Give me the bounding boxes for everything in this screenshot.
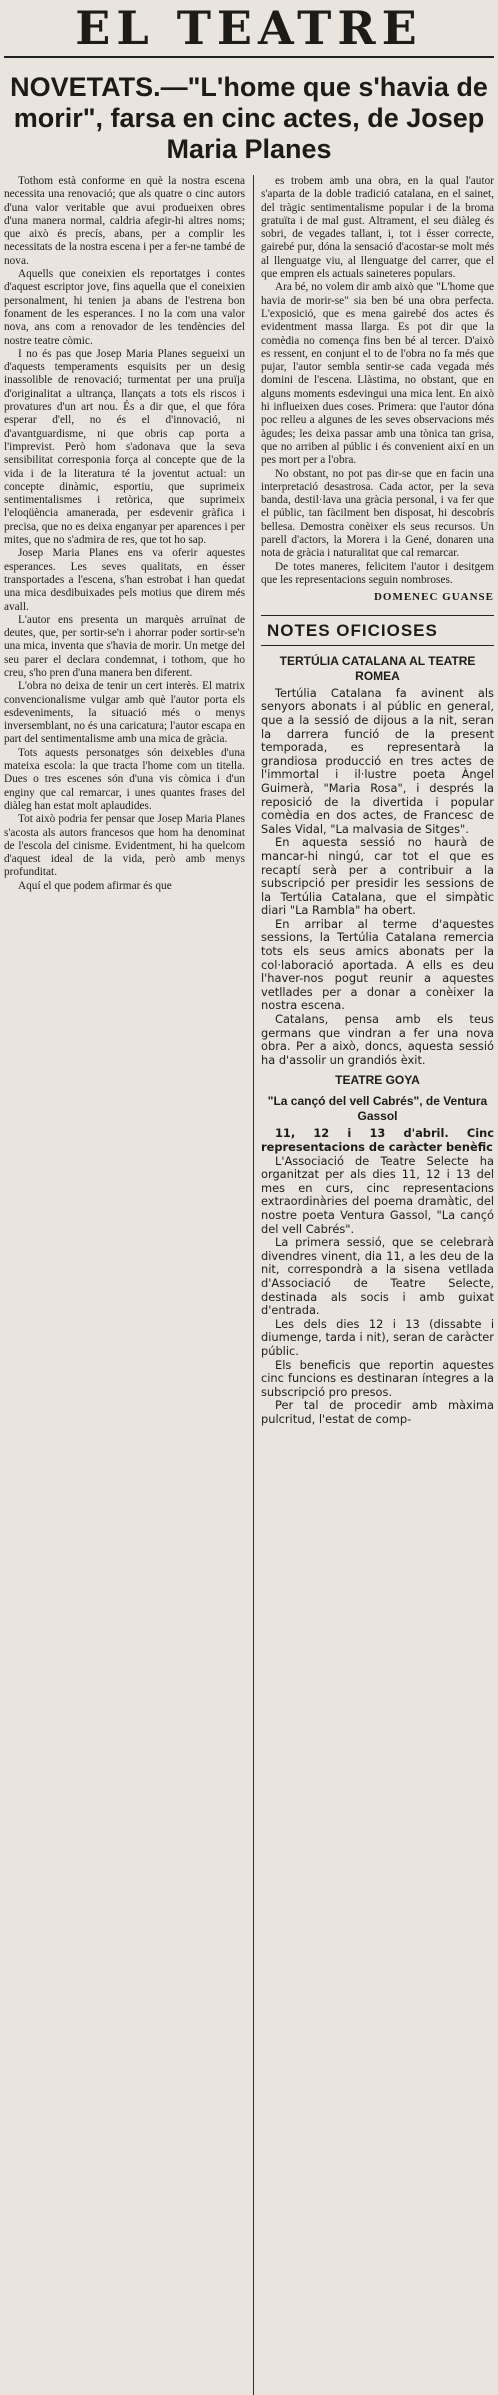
paragraph: Tothom està conforme en què la nostra escena necessita una renovació; que als quatre o cinc autors d'una valor veritable que avui produeixen obres d'una manera normal, caldria afegir-hi altres noms; que això és precís, abans, per a complir les necessitats de la nostra escena i per a fer-ne també de nova. [4, 175, 245, 267]
paragraph: Aquí el que podem afirmar és que [18, 879, 172, 892]
section-title: NOTES OFICIOSES [267, 620, 438, 640]
paragraph: Josep Maria Planes ens va oferir aquestes esperances. Les seves qualitats, en ésser transportades a l'escena, s'han estrobat i han quedat una mica desdibuixades pels motius que direm més avall. [4, 547, 245, 613]
paragraph: Ara bé, no volem dir amb això que "L'home que havia de morir-se" sia ben bé una obra perfecta. L'exposició, que es mena gairebé dos actes és evidentment massa llarga. Es pot dir que la comèdia no comença fins ben bé al tercer. D'això es ressent, en conjunt el to de l'obra no fa més que pujar, l'autor sembla sentir-se cada vegada més domini de l'escena. Llàstima, no obstant, que en alguns moments esdevingui una mica lent. En això hi influeixen dues coses. Primera: que l'autor dóna poc relleu a algunes de les seves observacions més àgudes; les deixa passar amb una tònica tan grisa, que no arriben al públic i és convenient així en un pes mort per a l'obra. [261, 281, 494, 467]
paragraph: De totes maneres, felicitem l'autor i desitgem que les representacions seguin nombroses. [261, 560, 494, 586]
paragraph: Catalans, pensa amb els teus germans que vindran a fer una nova obra. Per a això, doncs, aquesta sessió ha d'assolir un grandiós èxit. [261, 1012, 494, 1067]
paragraph: L'autor ens presenta un marquès arruïnat de deutes, que, per sortir-se'n i ahorrar poder sortir-se'n una mica, inventa que s'havia de morir. Un metge del seu parer el declara condemnat, i tothom, que ho creu, s'ho pren d'una manera ben diferent. [4, 613, 245, 679]
paragraph: Tot això podria fer pensar que Josep Maria Planes s'acosta als autors francesos que hom ha denominat de l'escola del cinisme. Evidentment, hi ha quelcom d'aquest ideal de la vida, però amb menys profunditat. [4, 813, 245, 879]
paragraph: Les dels dies 12 i 13 (dissabte i diumenge, tarda i nit), seran de caràcter públic. [261, 1316, 494, 1358]
divider [261, 645, 494, 646]
article-signature: DOMENEC GUANSE [373, 591, 494, 604]
masthead: EL TEATRE [4, 0, 494, 58]
paragraph: Per tal de procedir amb màxima pulcritud, l'estat de comp- [261, 1398, 494, 1426]
paragraph: Aquells que coneixien els reportatges i contes d'aquest escriptor jove, fins aquella que el coneixien personalment, hi tenien ja abans de l'estrena bon fonament de les esperances. I no la com una valor nova, ans com a renovador de les tendències del nostre teatre còmic. [4, 268, 245, 347]
paragraph: La primera sessió, que se celebrarà divendres vinent, dia 11, a les deu de la nit, correspondrà a la sisena vetllada d'Associació de Teatre Selecte, destinada als socis i amb guixat d'entrada. [261, 1235, 494, 1318]
paragraph: No obstant, no pot pas dir-se que en facin una interpretació desastrosa. Cada actor, per la seva banda, destil·lava una gràcia personal, i va fer que el públic, tan fàcilment ben disposat, hi descobrís bellesa. Demostra conèixer els seus recursos. Un parell d'actors, la Morera i la Gené, donaren una nota de gràcia i naturalitat que cal remarcar. [261, 467, 494, 560]
paragraph: En arribar al terme d'aquestes sessions, la Tertúlia Catalana remercia tots els seus amics abonats per la col·laboració aportada. A ells es deu l'haver-nos pogut reunir a aquestes vetllades per a donar a conèixer la nostra escena. [261, 916, 494, 1013]
paragraph: I no és pas que Josep Maria Planes segueixi un d'aquests temperaments esquisits per un desig inassolible de renovació; turmentat per una pruïja d'originalitat a ultrança, llançats a tots els riscos i provatures d'un art nou. És a dir que, el que fóra esperar d'ell, no és el d'innovació, ni d'avantguardisme, ni que obris cap porta a l'imprevist. Però hom s'adonava que la seva sensibilitat corresponia força al concepte que de la vida i de la literatura té la joventut actual: un concepte dinàmic, esportiu, que suprimeix sentimentalismes i retòrica, que suprimeix l'eloqüència amanerada, per esdevenir gràfica i precisa, que no es deixa enganyar per aparences i per mites, que no s'admira de res, que tot ho sap. [4, 347, 245, 547]
paragraph: es trobem amb una obra, en la qual l'autor s'aparta de la doble tradició catalana, en el sainet, del tràgic sentimentalisme popular i de la broma gratuïta i de mal gust. Altrament, el seu diàleg és sobri, de vegades tallant, i, tot i ésser correcte, gairebé pur, dóna la sensació d'acostar-se molt més al llenguatge viu, al llenguatge del carrer, que el que empren els actuals saineteres populars. [261, 175, 494, 281]
notice-title: TEATRE GOYA [335, 1073, 420, 1088]
notice-title: TERTÚLIA CATALANA AL TEATRE ROMEA [279, 653, 476, 683]
notice-tertulia-catalana [261, 654, 494, 1068]
paragraph: L'obra no deixa de tenir un cert interès. El matrix convencionalisme vulgar amb què l'autor porta els esdeveniments, la situació més o menys inversemblant, no és una caricatura; l'autor escapa en part del sentimentalisme amb una mica de gràcia. [4, 680, 245, 746]
left-column [4, 175, 245, 2395]
paragraph: Els beneficis que reportin aquestes cinc funcions es destinaran íntegres a la subscripció pro presos. [261, 1357, 494, 1399]
paragraph: En aquesta sessió no haurà de mancar-hi ningú, car tot el que es recaptí serà per a contribuir a la subscripció per presidir les sessions de la Tertúlia Catalana, que el simpàtic diari "La Rambla" ha obert. [261, 835, 494, 918]
notice-dates: 11, 12 i 13 d'abril. Cinc representacions de caràcter benèfic [261, 1126, 494, 1155]
headline: NOVETATS.—"L'home que s'havia de morir", farsa en cinc actes, de Josep Maria Planes [10, 72, 488, 164]
columns [4, 175, 494, 2395]
divider [261, 615, 494, 616]
paragraph: Tots aquests personatges són deixebles d'una mateixa escola: la que tracta l'home com un titella. Dues o tres escenes són d'una vis còmica i d'un enginy que cal remarcar, i unes quantes frases del diàleg han estat molt aplaudides. [4, 746, 245, 812]
paragraph: L'Associació de Teatre Selecte ha organitzat per als dies 11, 12 i 13 del mes en curs, cinc representacions extraordinàries del poema dramàtic, del nostre poeta Ventura Gassol, "La cançó del vell Cabrés". [261, 1153, 494, 1236]
right-column [253, 175, 494, 2395]
paragraph: Tertúlia Catalana fa avinent als senyors abonats i al públic en general, que a la sessió de dijous a la nit, seran la darrera funció de la present temporada, es representarà la grandiosa producció en tres actes de l'immortal i il·lustre poeta Àngel Guimerà, "Maria Rosa", i després la reposició de la divertida i popular comèdia en dos actes, de Francesc de Sales Vidal, "La malvasia de Sitges". [261, 685, 494, 836]
notice-teatre-goya [261, 1073, 494, 1426]
notice-subtitle: "La cançó del vell Cabrés", de Ventura Gassol [267, 1094, 488, 1124]
